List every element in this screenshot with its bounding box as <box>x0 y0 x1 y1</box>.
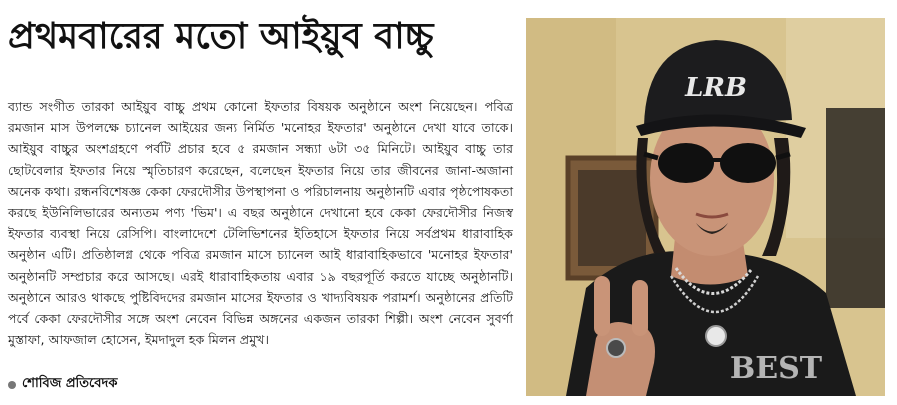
cap-logo-text: LRB <box>685 73 747 103</box>
byline-bullet-icon <box>8 381 16 389</box>
portrait-illustration <box>526 18 885 396</box>
byline <box>8 374 308 395</box>
sunglasses-left-lens <box>658 143 714 183</box>
shirt-print-text: BEST <box>729 351 823 386</box>
headline: প্রথমবারের মতো আইয়ুব বাচ্চু <box>8 16 434 57</box>
pendant <box>706 326 726 346</box>
ring <box>607 339 625 357</box>
byline-text: শোবিজ প্রতিবেদক <box>22 376 118 391</box>
article-photo <box>526 18 885 396</box>
sunglasses-right-lens <box>720 143 776 183</box>
article-body: ব্যান্ড সংগীত তারকা আইয়ুব বাচ্চু প্রথম কোনো ইফতার বিষয়ক অনুষ্ঠানে অংশ নিয়েছেন। পবিত্র রমজান মাস উপলক্ষে চ্যানেল আইয়ের জন্য নির্মিত 'মনোহর ইফতার' অনুষ্ঠানে দেখা যাবে তাকে। আইয়ুব বাচ্চুর অংশগ্রহণে পর্বটি প্রচার হবে ৫ রমজান সন্ধ্যা ৬টা ৩৫ মিনিটে। আইয়ুব বাচ্চু তার ছোটবেলার ইফতার নিয়ে স্মৃতিচারণ করেছেন, বলেছেন ইফতার নিয়ে তার জীবনের জানা-অজানা অনেক কথা। রন্ধনবিশেষজ্ঞ কেকা ফেরদৌসীর উপস্থাপনা ও পরিচালনায় অনুষ্ঠানটি এবার পৃষ্ঠপোষকতা করছে ইউনিলিভারের অন্যতম পণ্য 'ভিম'। এ বছর অনুষ্ঠানে দেখানো হবে কেকা ফেরদৌসীর নিজস্ব ইফতার ব্যবস্থা নিয়ে রেসিপি। বাংলাদেশে টেলিভিশনের ইতিহাসে ইফতার নিয়ে সর্বপ্রথম ধারাবাহিক অনুষ্ঠান এটি। প্রতিষ্ঠালগ্ন থেকে পবিত্র রমজান মাসে চ্যানেল আই ধারাবাহিকভাবে 'মনোহর ইফতার' অনুষ্ঠানটি সম্প্রচার করে আসছে। এরই ধারাবাহিকতায় এবার ১৯ বছরপূর্তি করতে যাচ্ছে অনুষ্ঠানটি। অনুষ্ঠানে আরও থাকছে পুষ্টিবিদদের রমজান মাসের ইফতার ও খাদ্যবিষয়ক পরামর্শ। অনুষ্ঠানের প্রতিটি পর্বে কেকা ফেরদৌসীর সঙ্গে অংশ নেবেন বিভিন্ন অঙ্গনের একজন তারকা শিল্পী। অংশ নেবেন সুবর্ণা মুস্তাফা, আফজাল হোসেন, ইমদাদুল হক মিলন প্রমুখ। <box>8 99 513 348</box>
